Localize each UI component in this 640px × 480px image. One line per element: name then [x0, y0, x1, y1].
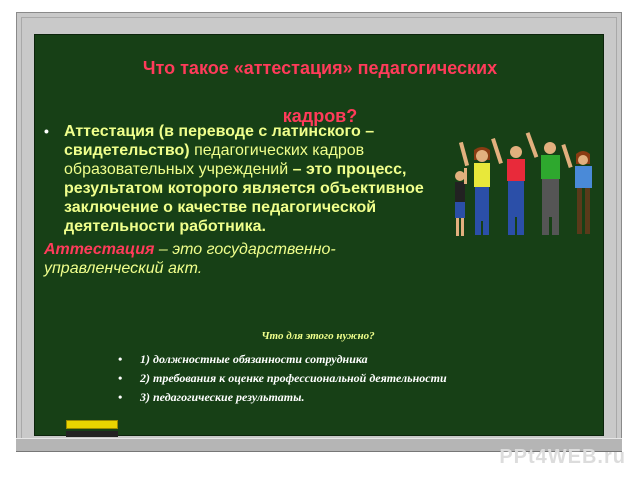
- requirements-list: [118, 352, 447, 409]
- list-item-text: 1) должностные обязанности сотрудника: [140, 352, 368, 366]
- bullet-icon: •: [118, 352, 123, 366]
- list-item: [118, 371, 447, 390]
- eraser-icon: [66, 431, 118, 437]
- title-line-2: кадров?: [282, 106, 358, 126]
- paragraph-bold-text: – это процесс, результатом которого является объективное заключение о качестве педагогической деятельности работника.: [64, 161, 424, 235]
- definition-paragraph: [44, 122, 434, 236]
- bullet-icon: •: [44, 123, 49, 139]
- term-attestation-2: Аттестация: [44, 241, 155, 258]
- bullet-icon: •: [118, 390, 123, 404]
- man-red-figure: [491, 138, 525, 235]
- latin-translation: (в переводе с латинского – свидетельство): [64, 123, 375, 159]
- question-heading: Что для этого нужно?: [261, 330, 375, 342]
- act-definition: [44, 240, 434, 278]
- act-definition-text: – это государственно-управленческий акт.: [44, 241, 336, 277]
- man-green-figure: [526, 132, 560, 235]
- woman-blue-figure: [561, 144, 592, 234]
- list-item: [118, 390, 447, 409]
- title-line-1: Что такое «аттестация» педагогических: [142, 58, 498, 78]
- child-figure: [455, 168, 467, 236]
- main-text: [44, 122, 434, 278]
- chalk-icon: [66, 420, 118, 429]
- list-item: [118, 352, 447, 371]
- list-item-text: 2) требования к оценке профессиональной деятельности: [140, 371, 447, 385]
- paragraph-text: [64, 122, 434, 236]
- list-item-text: 3) педагогические результаты.: [140, 390, 305, 404]
- paragraph-normal-text: педагогических кадров образовательных учреждений: [64, 142, 365, 178]
- term-attestation: Аттестация: [64, 123, 155, 140]
- watermark: PPt4WEB.ru: [499, 446, 626, 468]
- people-raising-hands-icon: [444, 128, 604, 244]
- bullet-icon: •: [118, 371, 123, 385]
